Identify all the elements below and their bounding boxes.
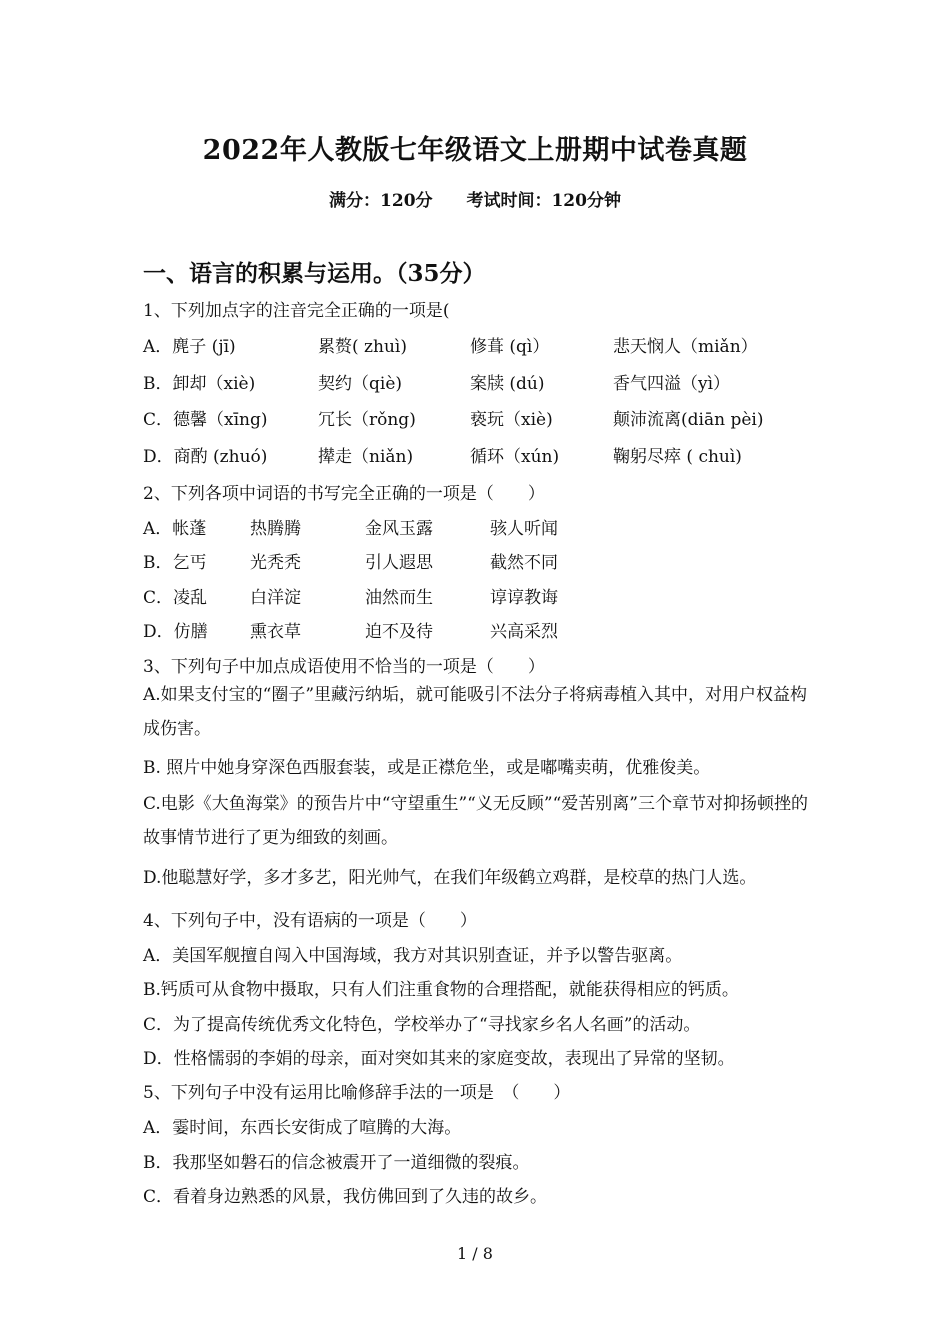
exam-time: 考试时间：120分钟 [466, 191, 621, 211]
q1-c-2: 冗长（rǒng) [318, 410, 416, 430]
q2-d-1: D．仿膳 [143, 622, 208, 642]
q2-d-2: 熏衣草 [250, 622, 301, 642]
q2-d-3: 迫不及待 [365, 622, 433, 642]
q5-option-a: A．霎时间，东西长安街成了喧腾的大海。 [143, 1118, 462, 1138]
q1-b-4: 香气四溢（yì） [613, 374, 731, 394]
page-title: 2022年人教版七年级语文上册期中试卷真题 [202, 135, 748, 166]
q4-option-a: A．美国军舰擅自闯入中国海域，我方对其识别查证，并予以警告驱离。 [143, 946, 683, 966]
q1-c-1: C．德馨（xīng) [143, 410, 268, 430]
q1-d-4: 鞠躬尽瘁 ( chuì) [613, 447, 742, 467]
q1-a-4: 悲天悯人（miǎn） [613, 337, 758, 357]
q1-a-1: A．麂子 (jī) [143, 337, 236, 357]
q2-b-2: 光秃秃 [250, 553, 301, 573]
q1-a-2: 累赘( zhuì) [318, 337, 407, 357]
q5-stem: 5、下列句子中没有运用比喻修辞手法的一项是 （ ） [143, 1083, 571, 1103]
section-heading: 一、语言的积累与运用。（35分） [143, 260, 486, 287]
page-number: 1 / 8 [457, 1244, 493, 1263]
q2-c-1: C．凌乱 [143, 588, 208, 608]
q2-b-4: 截然不同 [490, 553, 558, 573]
full-score: 满分：120分 [329, 191, 433, 211]
q2-c-4: 谆谆教诲 [490, 588, 558, 608]
q4-option-b: B.钙质可从食物中摄取，只有人们注重食物的合理搭配，就能获得相应的钙质。 [143, 980, 739, 1000]
q4-option-c: C．为了提高传统优秀文化特色，学校举办了“寻找家乡名人名画”的活动。 [143, 1015, 701, 1035]
q4-option-d: D．性格懦弱的李娟的母亲，面对突如其来的家庭变故，表现出了异常的坚韧。 [143, 1049, 735, 1069]
q2-d-4: 兴高采烈 [490, 622, 558, 642]
q5-option-c: C．看着身边熟悉的风景，我仿佛回到了久违的故乡。 [143, 1187, 548, 1207]
q2-c-2: 白洋淀 [250, 588, 301, 608]
q1-b-3: 案牍 (dú) [470, 374, 545, 394]
q3-option-b: B. 照片中她身穿深色西服套装，或是正襟危坐，或是嘟嘴卖萌，优雅俊美。 [143, 758, 711, 778]
q2-a-1: A．帐蓬 [143, 519, 207, 539]
q2-stem: 2、下列各项中词语的书写完全正确的一项是（ ） [143, 484, 545, 504]
q1-d-2: 撵走（niǎn) [318, 447, 414, 467]
q1-b-1: B．卸却（xiè) [143, 374, 256, 394]
q3-option-c: C.电影《大鱼海棠》的预告片中“守望重生”“义无反顾”“爱苦别离”三个章节对抑扬顿挫的故事情节进行了更为细致的刻画。 [143, 794, 808, 848]
q1-d-1: D．商酌 (zhuó) [143, 447, 268, 467]
q4-stem: 4、下列句子中，没有语病的一项是（ ） [143, 911, 477, 931]
q3-option-a: A.如果支付宝的“圈子”里藏污纳垢，就可能吸引不法分子将病毒植入其中，对用户权益构成伤害。 [143, 685, 808, 739]
q1-stem: 1、下列加点字的注音完全正确的一项是( [143, 301, 450, 321]
q2-b-3: 引人遐思 [365, 553, 433, 573]
q2-a-4: 骇人听闻 [490, 519, 558, 539]
exam-info [0, 186, 950, 211]
q1-d-3: 循环（xún) [470, 447, 560, 467]
q3-stem: 3、下列句子中加点成语使用不恰当的一项是（ ） [143, 657, 545, 677]
q1-a-3: 修葺 (qì） [470, 337, 550, 357]
q2-a-2: 热腾腾 [250, 519, 301, 539]
q1-c-4: 颠沛流离(diān pèi) [613, 410, 764, 430]
q5-option-b: B．我那坚如磐石的信念被震开了一道细微的裂痕。 [143, 1153, 530, 1173]
q1-b-2: 契约（qiè) [318, 374, 403, 394]
q2-a-3: 金风玉露 [365, 519, 433, 539]
q2-c-3: 油然而生 [365, 588, 433, 608]
q3-option-d: D.他聪慧好学，多才多艺，阳光帅气，在我们年级鹤立鸡群，是校草的热门人选。 [143, 868, 757, 888]
q1-c-3: 亵玩（xiè) [470, 410, 553, 430]
q2-b-1: B．乞丐 [143, 553, 207, 573]
